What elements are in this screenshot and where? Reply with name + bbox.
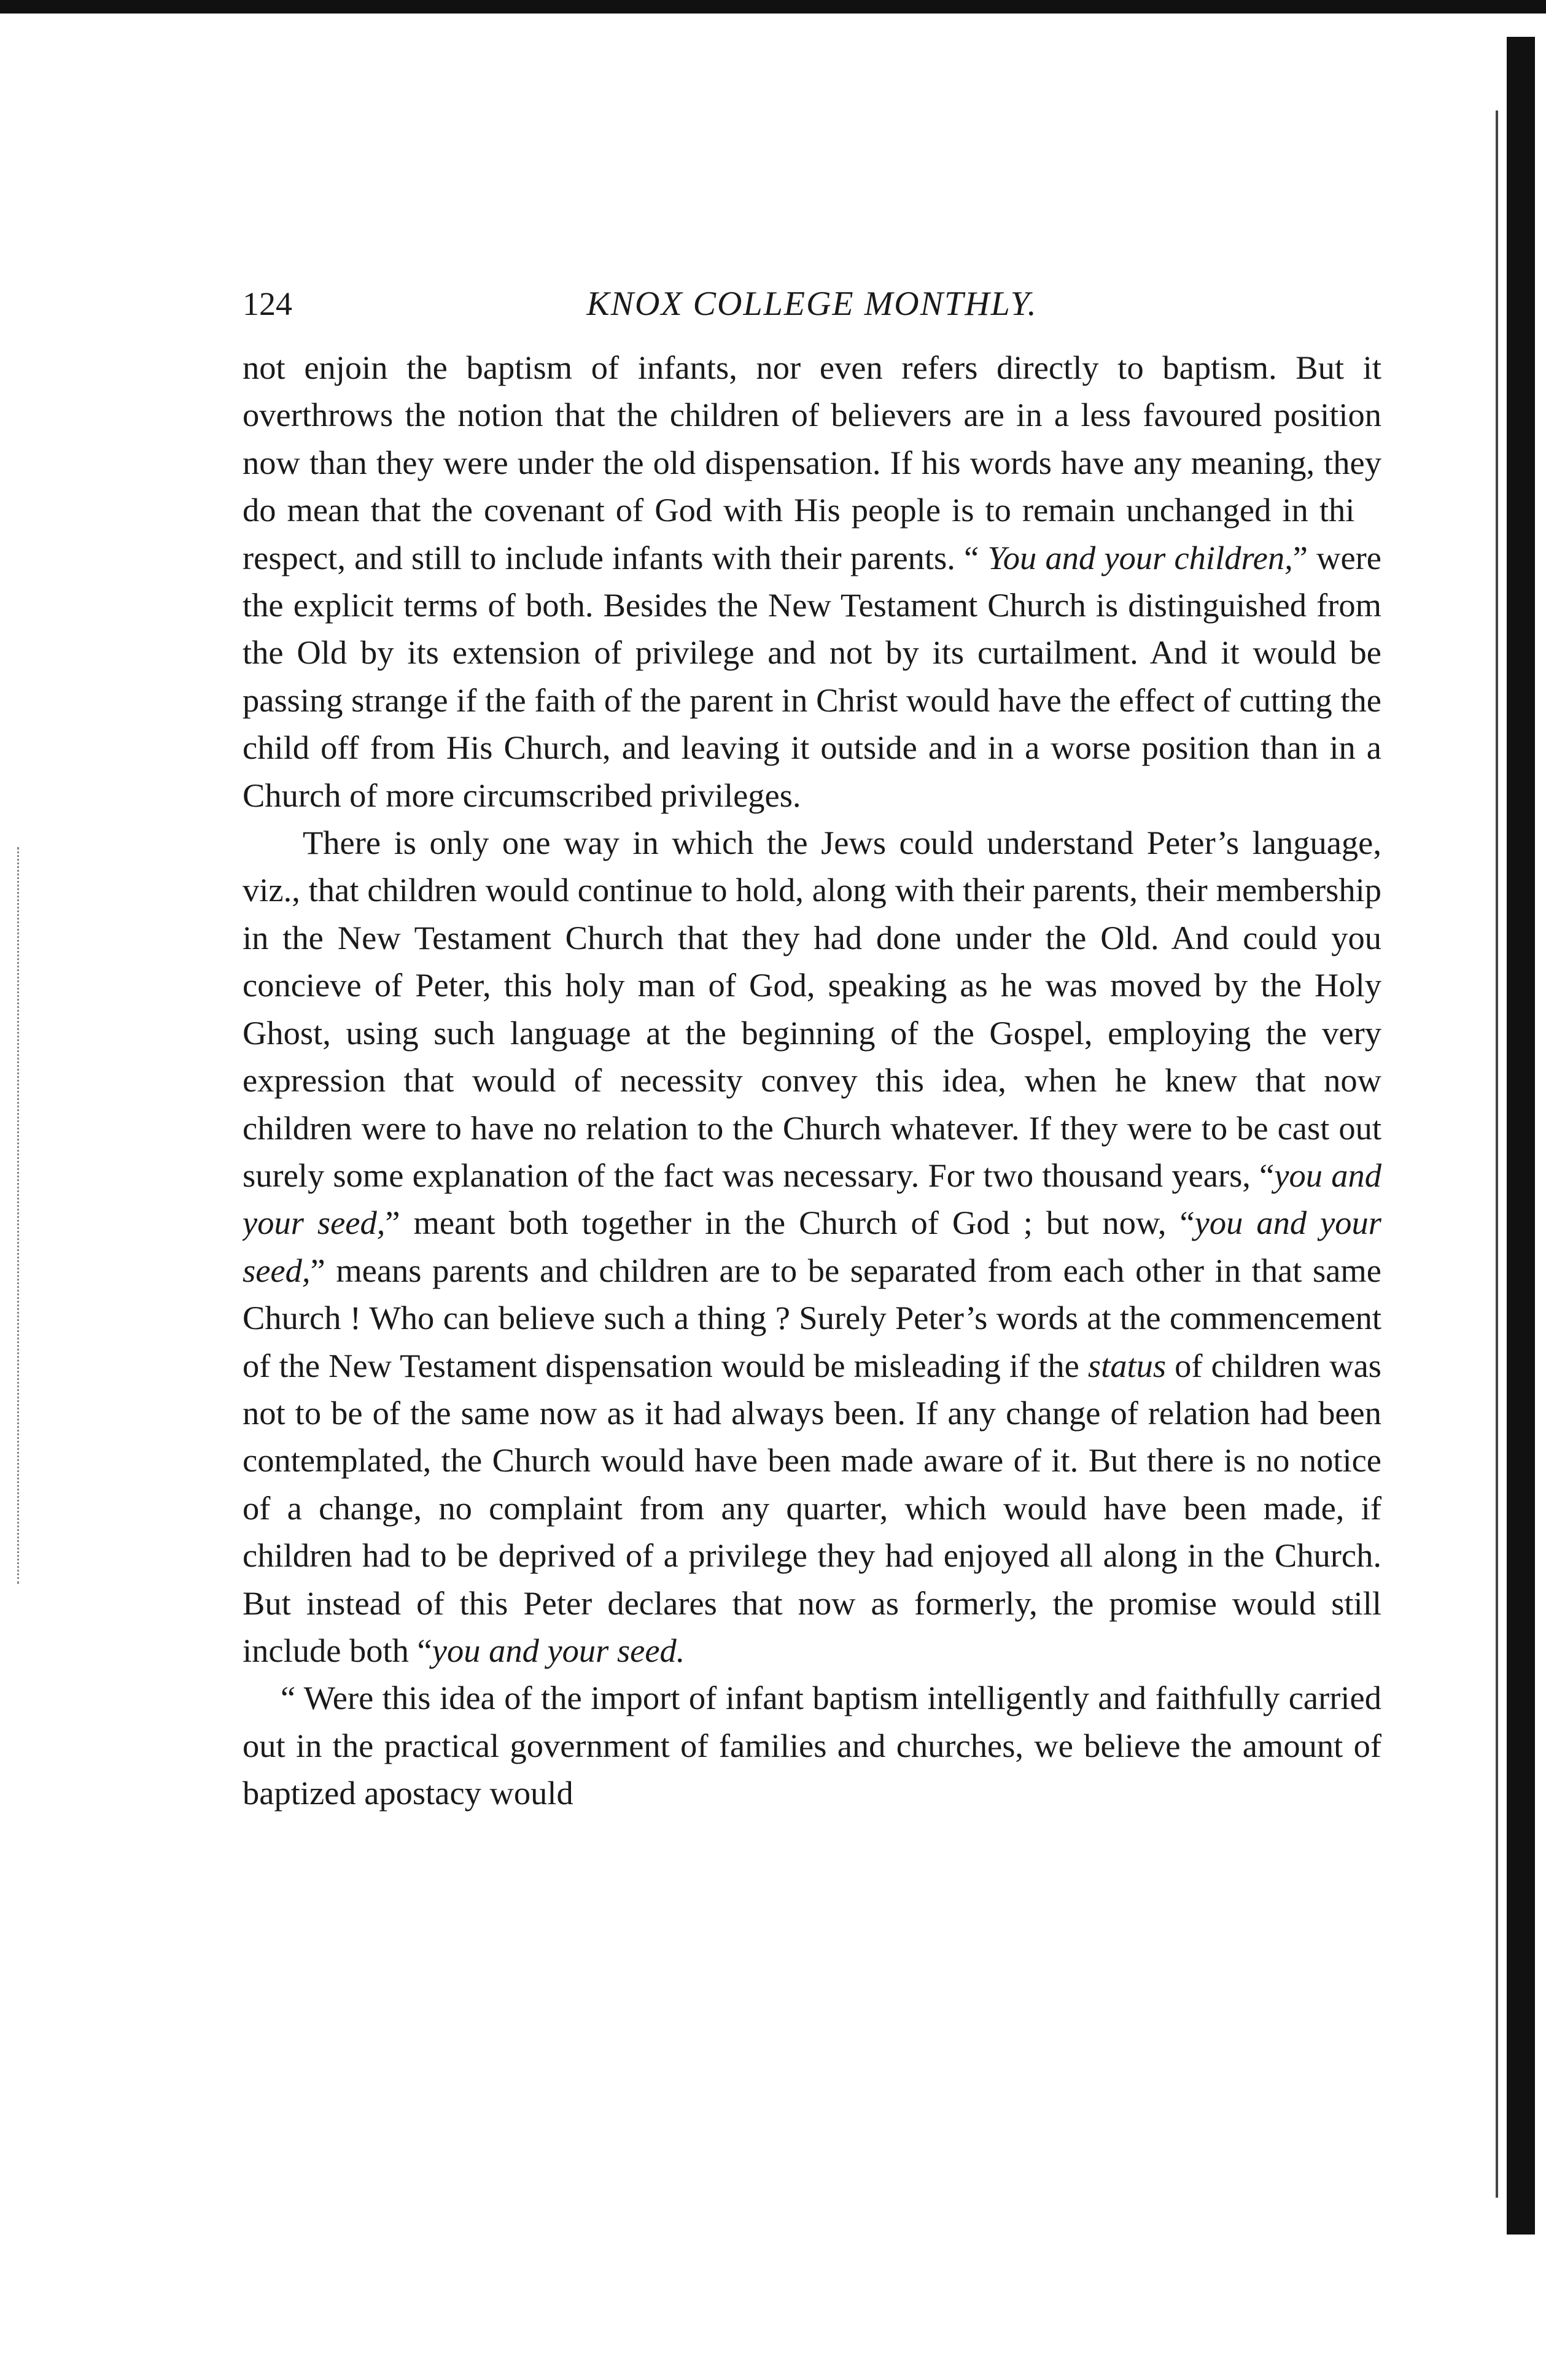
right-inner-rule [1496,110,1498,2198]
paragraph-1 [243,344,1381,819]
running-head [243,276,1381,331]
right-border-rule [1507,37,1535,2235]
paragraph-2-text-2: ” meant both together in the Church of God ; but now, “ [385,1204,1195,1242]
journal-title: KNOX COLLEGE MONTHLY. [586,285,1038,323]
paragraph-2-italic-2: you and your seed, [243,1204,1381,1289]
body-text [243,344,1381,1817]
paragraph-2-text-4: of children was not to be of the same now as it had always been. If any change of relation had been contemplated, the Church would have been made aware of it. But there is no notice of a change, no complaint from any quarter, which would have been made, if children had to be deprived of a privilege they had enjoyed all along in the Church. But instead of this Peter declares that now as formerly, the promise would still include both “ [243,1346,1381,1669]
paragraph-2 [243,819,1381,1674]
paragraph-3-text-1: “ Were this idea of the import of infant baptism intelligently and faithfully carried out in the practical government of families and churches, we believe the amount of baptized apostacy would [243,1679,1381,1812]
top-border-rule [0,0,1546,14]
paragraph-1-text-1: not enjoin the baptism of infants, nor even refers directly to baptism. But it overthrows the notion that the children of believers are in a less favoured position now than they were under the old dispensation. If his words have any meaning, they do mean that the covenant of God with His people is to remain unchanged in thi respect, and still to include infants with their parents. “ [243,349,1381,576]
book-page [243,276,1381,2241]
page-number: 124 [243,285,292,322]
paragraph-1-italic-1: You and your children, [987,538,1293,576]
paragraph-2-text-3: ” means parents and children are to be separated from each other in that same Church ! Who can believe such a thing ? Surely Peter’s words at the commencement of the New Testament dispensation would be misleading if the [243,1251,1381,1384]
paragraph-2-italic-1: you and your seed, [243,1156,1381,1242]
paragraph-2-text-1: There is only one way in which the Jews could understand Peter’s language, viz., that children would continue to hold, along with their parents, their membership in the New Testament Church that they had done under the Old. And could you concieve of Peter, this holy man of God, speaking as he was moved by the Holy Ghost, using such language at the beginning of the Gospel, employing the very expression that would of necessity convey this idea, when he knew that now children were to have no relation to the Church whatever. If they were to be cast out surely some explanation of the fact was necessary. For two thousand years, “ [243,824,1381,1194]
left-margin-marks [17,847,29,1584]
paragraph-1-text-2: ” were the explicit terms of both. Besides the New Testament Church is distinguished from the Old by its extension of privilege and not by its curtailment. And it would be passing strange if the faith of the parent in Christ would have the effect of cutting the child off from His Church, and leaving it outside and in a worse position than in a Church of more circumscribed privileges. [243,538,1381,814]
paragraph-2-italic-4: you and your seed. [432,1631,685,1669]
paragraph-2-italic-3: status [1087,1346,1167,1384]
paragraph-3 [243,1674,1381,1816]
